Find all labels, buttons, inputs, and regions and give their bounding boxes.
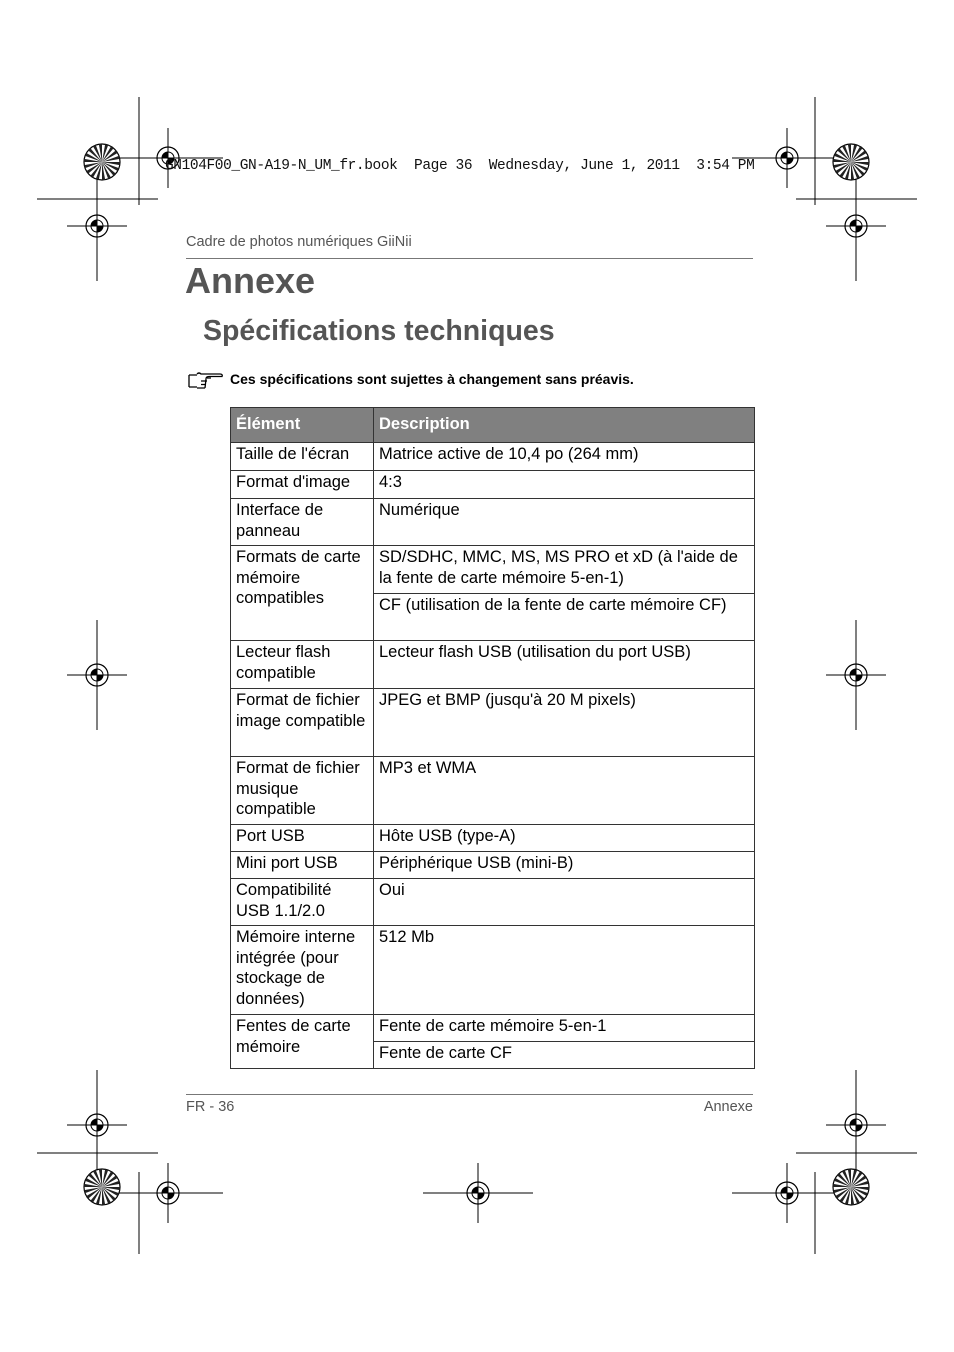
element-cell: Compatibilité USB 1.1/2.0	[231, 879, 374, 926]
element-cell: Interface de panneau	[231, 499, 374, 546]
description-cell: Périphérique USB (mini-B)	[374, 852, 755, 879]
table-row	[231, 471, 755, 499]
table-row	[231, 1015, 755, 1042]
element-cell: Lecteur flash compatible	[231, 641, 374, 689]
description-cell: Fente de carte mémoire 5-en-1	[374, 1015, 755, 1042]
description-cell: Fente de carte CF	[374, 1042, 755, 1069]
page-number: FR - 36	[186, 1099, 235, 1115]
registration-mark	[113, 1163, 223, 1223]
chapter-title: Annexe	[185, 260, 316, 301]
specifications-table	[230, 407, 755, 1069]
element-cell: Format de fichier image compatible	[231, 689, 374, 757]
table-row	[231, 443, 755, 471]
element-cell: Format de fichier musique compatible	[231, 757, 374, 825]
print-slug: GN104F00_GN-A19-N_UM_fr.book Page 36 Wednesday, June 1, 2011 3:54 PM	[165, 158, 755, 174]
element-cell: Mémoire interne intégrée (pour stockage de données)	[231, 926, 374, 1015]
note-text: Ces spécifications sont sujettes à changement sans préavis.	[230, 371, 634, 387]
description-cell: 512 Mb	[374, 926, 755, 1015]
star-target-mark	[84, 144, 120, 180]
element-cell: Taille de l'écran	[231, 443, 374, 471]
column-header-element: Élément	[231, 408, 374, 443]
table-row	[231, 852, 755, 879]
registration-mark	[423, 1163, 533, 1223]
table-row	[231, 689, 755, 757]
description-cell: Hôte USB (type-A)	[374, 825, 755, 852]
description-cell: MP3 et WMA	[374, 757, 755, 825]
section-title: Spécifications techniques	[203, 315, 555, 347]
table-row	[231, 546, 755, 594]
description-cell: Oui	[374, 879, 755, 926]
description-cell: SD/SDHC, MMC, MS, MS PRO et xD (à l'aide de la fente de carte mémoire 5-en-1)	[374, 546, 755, 594]
table-row	[231, 879, 755, 926]
element-cell: Format d'image	[231, 471, 374, 499]
table-row	[231, 757, 755, 825]
pointing-hand-icon	[187, 370, 225, 392]
element-cell: Port USB	[231, 825, 374, 852]
table-row	[231, 499, 755, 546]
header-rule	[186, 258, 753, 259]
registration-mark	[826, 620, 886, 730]
element-cell: Fentes de carte mémoire	[231, 1015, 374, 1069]
registration-mark	[732, 1163, 842, 1223]
footer-section: Annexe	[703, 1099, 753, 1115]
star-target-mark	[833, 1169, 869, 1205]
element-cell: Formats de carte mémoire compatibles	[231, 546, 374, 641]
description-cell: Lecteur flash USB (utilisation du port USB)	[374, 641, 755, 689]
running-header: Cadre de photos numériques GiiNii	[186, 234, 412, 250]
description-cell: Matrice active de 10,4 po (264 mm)	[374, 443, 755, 471]
registration-mark	[67, 620, 127, 730]
star-target-mark	[84, 1169, 120, 1205]
table-row	[231, 926, 755, 1015]
registration-mark	[826, 1070, 886, 1180]
table-row	[231, 641, 755, 689]
footer-rule	[186, 1094, 753, 1095]
description-cell: JPEG et BMP (jusqu'à 20 M pixels)	[374, 689, 755, 757]
star-target-mark	[833, 144, 869, 180]
element-cell: Mini port USB	[231, 852, 374, 879]
column-header-description: Description	[374, 408, 755, 443]
description-cell: 4:3	[374, 471, 755, 499]
registration-mark	[67, 171, 127, 281]
registration-mark	[826, 171, 886, 281]
table-header-row	[231, 408, 755, 443]
description-cell: Numérique	[374, 499, 755, 546]
description-cell: CF (utilisation de la fente de carte mémoire CF)	[374, 594, 755, 641]
registration-mark	[67, 1070, 127, 1180]
table-row	[231, 825, 755, 852]
